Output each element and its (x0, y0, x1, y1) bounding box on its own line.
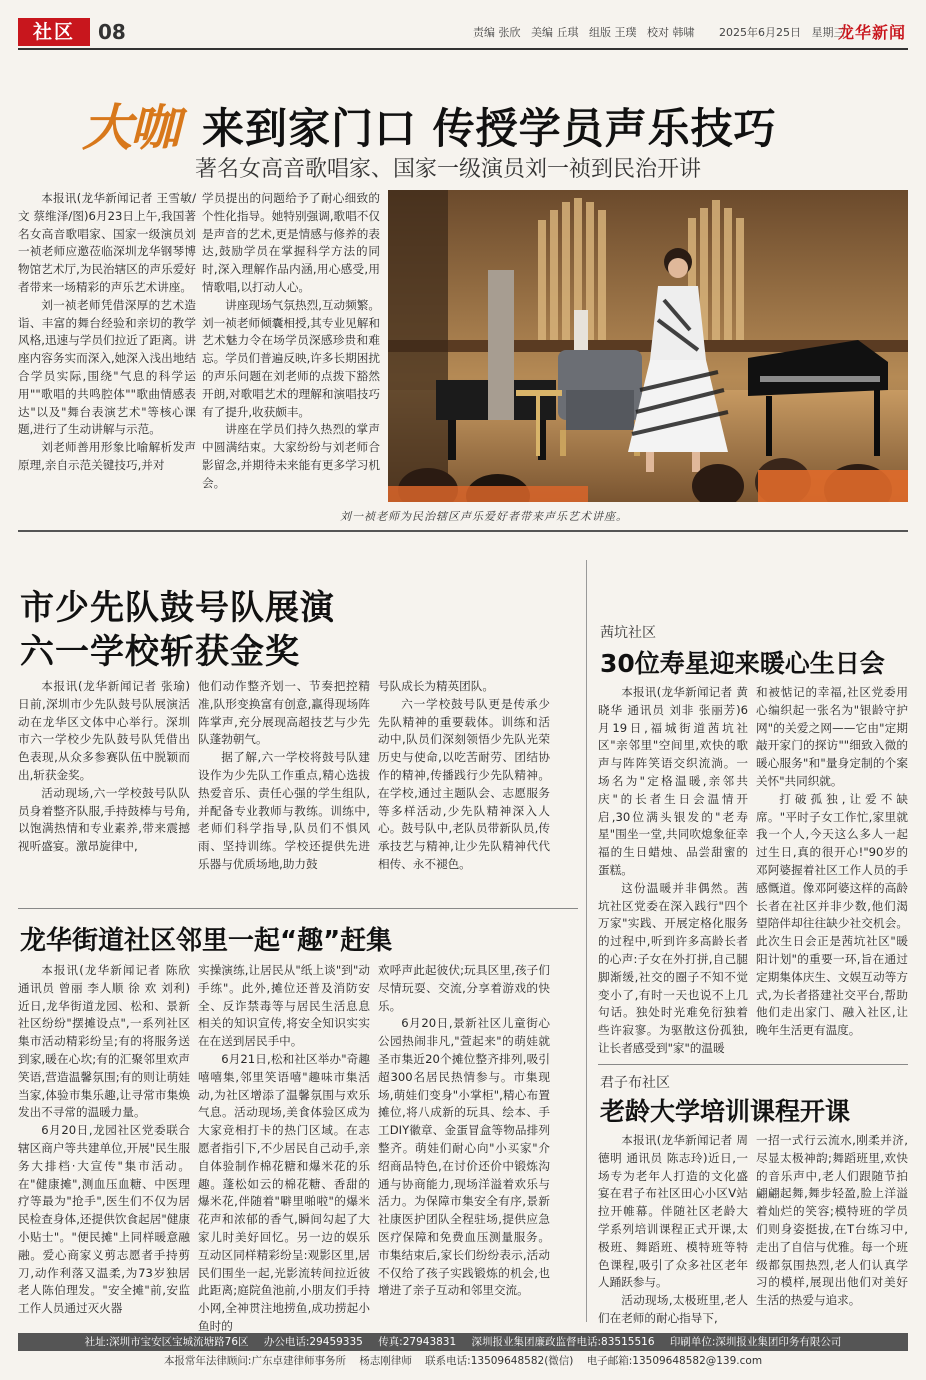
lead-photo (388, 190, 908, 502)
footer-contact-bar (18, 1333, 908, 1351)
lead-column-2 (202, 190, 380, 493)
editor-credit: 责编 张欣 (473, 26, 521, 39)
article5-community: 君子布社区 (600, 1075, 670, 1091)
paragraph: 六一学校鼓号队更是传承少先队精神的重要载体。训练和活动中,队员们深刻领悟少先队光荣历史与使命,以吃苦耐劳、团结协作的精神,传播践行少先队精神。在学校,通过主题队会、志愿服务等多样活动,少先队精神深入人心。鼓号队中,老队员带新队员,传承技艺与精神,让少先队精神代代相传、永不褪色。 (378, 696, 550, 871)
article2-column-1 (18, 678, 190, 856)
paragraph: 6月20日,景新社区儿童街心公园热闹非凡,"萱起来"的萌娃就圣市集近20个摊位整齐排列,吸引超300名居民热情参与。市集现场,萌娃们变身"小掌柜",精心布置摊位,将八成新的玩具、绘本、手工DIY徽章、金蛋冒盒等物品排列整齐。萌娃们耐心向"小买家"介绍商品特色,在讨价还价中锻炼沟通与协商能力,现场洋溢着欢乐与活力。为保障市集安全有序,景新社康医护团队全程驻场,提供应急医疗保障和免费血压测量服务。市集结束后,家长们纷纷表示,活动不仅给了孩子实践锻炼的机会,也增进了亲子互动和邻里交流。 (378, 1016, 550, 1298)
footer-lawyer: 杨志刚律师 (359, 1355, 412, 1367)
page-number: 08 (98, 20, 126, 44)
paragraph: 刘一祯老师凭借深厚的艺术造诣、丰富的舞台经验和亲切的教学风格,迅速与学员们拉近了距离。讲座内容务实而深入,她深入浅出地结合学员实际,围绕"气息的科学运用""歌唱的共鸣腔体""歌曲情感表达"以及"舞台表演艺术"等核心课题,进行了生动讲解与示范。 (18, 297, 196, 437)
article3-column-1 (18, 962, 190, 1318)
article5-headline: 老龄大学培训课程开课 (600, 1097, 851, 1126)
editor-credit: 组版 王璞 (589, 26, 637, 39)
paragraph: 和被惦记的幸福,社区党委用心编织起一张名为"银龄守护网"的关爱之网——它由"定期敲开家门的探访""细致入微的暖心服务"和"量身定制的个案关怀"共同织就。 (756, 685, 908, 788)
lead-column-1 (18, 190, 196, 475)
article4-column-2 (756, 684, 908, 1040)
paragraph: 实操演练,让居民从"纸上谈"到"动手练"。此外,摊位还普及消防安全、反诈禁毒等与居民生活息息相关的知识宣传,将安全知识实实在在送到居民手中。 (198, 963, 370, 1049)
column-rule (586, 560, 587, 1322)
paragraph: 一招一式行云流水,刚柔并济,尽显太极神韵;舞蹈班里,欢快的音乐声中,老人们跟随节拍翩翩起舞,舞步轻盈,脸上洋溢着灿烂的笑容;模特班的学员们则身姿挺拔,在T台练习中,走出了自信与优雅。每一个班级都氛围热烈,老人们认真学习的模样,展现出他们对美好生活的热爱与追求。 (756, 1133, 908, 1308)
paragraph: 本报讯(龙华新闻记者 周德明 通讯员 陈志玲)近日,一场专为老年人打造的文化盛宴在君子布社区田心小区V站拉开帷幕。伴随社区老龄大学系列培训课程正式开课,太极班、舞蹈班、模特班等特色课程,吸引了众多社区老年人踊跃参与。 (598, 1133, 748, 1290)
section-divider (18, 530, 908, 532)
article4-headline: 30位寿星迎来暖心生日会 (600, 649, 885, 678)
concert-hall-photo (388, 190, 908, 502)
article4-community: 茜坑社区 (600, 625, 656, 641)
article2-headline-line1: 市少先队鼓号队展演 (20, 588, 335, 628)
footer-address: 社址:深圳市宝安区宝城流塘路76区 (84, 1336, 249, 1348)
paragraph: 欢呼声此起彼伏;玩具区里,孩子们尽情玩耍、交流,分享着游戏的快乐。 (378, 963, 550, 1013)
editor-credits (473, 24, 852, 40)
footer-legal-line (18, 1353, 908, 1368)
section-badge: 社区 (18, 18, 90, 46)
footer-legal-phone: 联系电话:13509648582(微信) (425, 1355, 574, 1367)
footer-office-phone: 办公电话:29459335 (263, 1336, 363, 1348)
editor-credit: 美编 丘琪 (531, 26, 579, 39)
paragraph: 讲座现场气氛热烈,互动频繁。刘一祯老师倾囊相授,其专业见解和艺术魅力令在场学员深感珍贵和难忘。学员们普遍反映,许多长期困扰的声乐问题在刘老师的点拨下豁然开朗,对歌唱艺术的理解和演唱技巧有了提升,收获颇丰。 (202, 297, 380, 419)
paragraph: 6月20日,龙园社区党委联合辖区商户等共建单位,开展"民生服务大排档·大宣传"集市活动。在"健康摊",测血压血糖、中医理疗等最为"抢手",医生们不仅为居民检查身体,还提供饮食起居"健康小贴士"。"便民摊"上同样暖意融融。爱心商家义剪志愿者手持剪刀,动作利落又温柔,为73岁独居老人陈伯理发。"安全摊"前,安监工作人员通过灭火器 (18, 1123, 190, 1316)
article2-column-3 (378, 678, 550, 874)
editor-credit: 校对 韩啸 (647, 26, 695, 39)
footer-supervision-phone: 深圳报业集团廉政监督电话:83515516 (471, 1336, 655, 1348)
issue-date: 2025年6月25日 (719, 26, 801, 39)
paragraph: 号队成长为精英团队。 (378, 679, 494, 693)
article5-column-2 (756, 1132, 908, 1310)
article3-headline: 龙华街道社区邻里一起“趣”赶集 (20, 926, 393, 956)
article5-column-1 (598, 1132, 748, 1328)
issue-weekday: 星期三 (811, 26, 845, 39)
paragraph: 据了解,六一学校将鼓号队建设作为少先队工作重点,精心选拔热爱音乐、责任心强的学生组队,并配备专业教师与教练。训练中,老师们科学指导,队员们不惧风雨、坚持训练。学校还提供先进乐器与优质场地,助力鼓 (198, 750, 370, 871)
paragraph: 本报讯(龙华新闻记者 陈欣 通讯员 曾丽 李人顺 徐 欢 刘利)近日,龙华街道龙园、松和、景新社区纷纷"摆摊设点",一系列社区集市活动精彩纷呈;有的将服务送到家,暖在心坎;有的汇聚邻里欢声笑语,营造温馨氛围;有的则让萌娃当家,体验市集乐趣,让寻常市集焕发出不寻常的温暖力量。 (18, 963, 190, 1120)
paragraph: 讲座在学员们持久热烈的掌声中圆满结束。大家纷纷与刘老师合影留念,并期待未来能有更多学习机会。 (202, 422, 380, 490)
paragraph: 刘老师善用形象比喻解析发声原理,亲自示范关键技巧,并对 (18, 440, 196, 472)
photo-caption: 刘一祯老师为民治辖区声乐爱好者带来声乐艺术讲座。 (340, 510, 628, 523)
paragraph: 本报讯(龙华新闻记者 张瑜)日前,深圳市少先队鼓号队展演活动在龙华区文体中心举行。深圳市六一学校少先队鼓号队凭借出色表现,从众多参赛队伍中脱颖而出,斩获金奖。 (18, 679, 190, 782)
article3-column-3 (378, 962, 550, 1300)
paragraph: 学员提出的问题给予了耐心细致的个性化指导。她特别强调,歌唱不仅是声音的艺术,更是情感与修养的表达,鼓励学员在掌握科学方法的同时,深入理解作品内涵,用心感受,用情歌唱,以打动人心。 (202, 191, 380, 294)
paragraph: 打破孤独,让爱不缺席。"平时子女工作忙,家里就我一个人,今天这么多人一起过生日,真的很开心!"90岁的邓阿婆握着社区工作人员的手感慨道。像邓阿婆这样的高龄长者在社区并非少数,他们渴望陪伴却往往缺少社交机会。此次生日会正是茜坑社区"暖阳计划"的重要一环,旨在通过定期集体庆生、文娱互动等方式,为长者搭建社交平台,帮助他们走出家门、融入社区,让晚年生活更有温度。 (756, 791, 908, 1038)
paragraph: 他们动作整齐划一、节奏把控精准,队形变换富有创意,赢得现场阵阵掌声,充分展现高超技艺与少先队蓬勃朝气。 (198, 679, 370, 747)
article2-headline-line2: 六一学校斩获金奖 (20, 632, 300, 672)
newspaper-logo: 龙华新闻 (837, 23, 906, 42)
masthead (18, 16, 908, 50)
paragraph: 本报讯(龙华新闻记者 黄晓华 通讯员 刘非 张丽芳)6月19日,福城街道茜坑社区"亲邻里"空间里,欢快的歌声与阵阵笑语交织流淌。一场名为"定格温暖,亲邻共庆"的长者生日会温情开启,30位满头银发的"老寿星"围坐一堂,共同吹熄象征幸福的生日蜡烛、品尝甜蜜的蛋糕。 (598, 685, 748, 877)
paragraph: 这份温暖并非偶然。茜坑社区党委在深入践行"四个万家"实践、开展定格化服务的过程中,听到许多高龄长者的心声:子女在外打拼,自己腿脚渐缓,社交的圈子不知不觉变小了,有时一天也说不上几句话。独处时光难免衍独着些许寂寥。为驱散这份孤独,让长者感受到"家"的温暖 (598, 880, 748, 1055)
footer-legal-firm: 本报常年法律顾问:广东卓建律师事务所 (163, 1355, 346, 1367)
section-divider (598, 1064, 908, 1065)
lead-kicker: 大咖 (82, 98, 178, 157)
paragraph: 活动现场,六一学校鼓号队队员身着整齐队服,手持鼓棒与号角,以饱满热情和专业素养,带来震撼视听盛宴。激昂旋律中, (18, 785, 190, 854)
footer-email: 电子邮箱:13509648582@139.com (586, 1355, 763, 1367)
lead-subhead: 著名女高音歌唱家、国家一级演员刘一祯到民治开讲 (195, 157, 702, 182)
paragraph: 本报讯(龙华新闻记者 王雪敏/文 蔡维泽/图)6月23日上午,我国著名女高音歌唱家、国家一级演员刘一祯老师应邀莅临深圳龙华钢琴博物馆艺术厅,为民治辖区的声乐爱好者带来一场精彩的声乐艺术讲座。 (18, 191, 196, 294)
section-divider (18, 908, 578, 909)
footer-printer: 印刷单位:深圳报业集团印务有限公司 (669, 1336, 842, 1348)
paragraph: 活动现场,太极班里,老人们在老师的耐心指导下, (598, 1293, 748, 1325)
footer-fax: 传真:27943831 (378, 1336, 457, 1348)
article4-column-1 (598, 684, 748, 1058)
paragraph: 6月21日,松和社区举办"奇趣嘻嘻集,邻里笑语嘻"趣味市集活动,为社区增添了温馨氛围与欢乐气息。活动现场,美食体验区成为大家竞相打卡的热门区域。在志愿者指引下,不少居民自己动手,亲自体验制作棉花糖和爆米花的乐趣。蓬松如云的棉花糖、香甜的爆米花,伴随着"噼里啪啦"的爆米花声和浓郁的香气,瞬间勾起了大家儿时美好回忆。另一边的娱乐互动区同样精彩纷呈:观影区里,居民们围坐一起,光影流转间拉近彼此距离;庭院鱼池前,小朋友们手持小网,全神贯注地捞鱼,成功捞起小鱼时的 (198, 1051, 370, 1333)
article3-column-2 (198, 962, 370, 1336)
lead-headline: 来到家门口 传授学员声乐技巧 (202, 104, 777, 153)
article2-column-2 (198, 678, 370, 874)
